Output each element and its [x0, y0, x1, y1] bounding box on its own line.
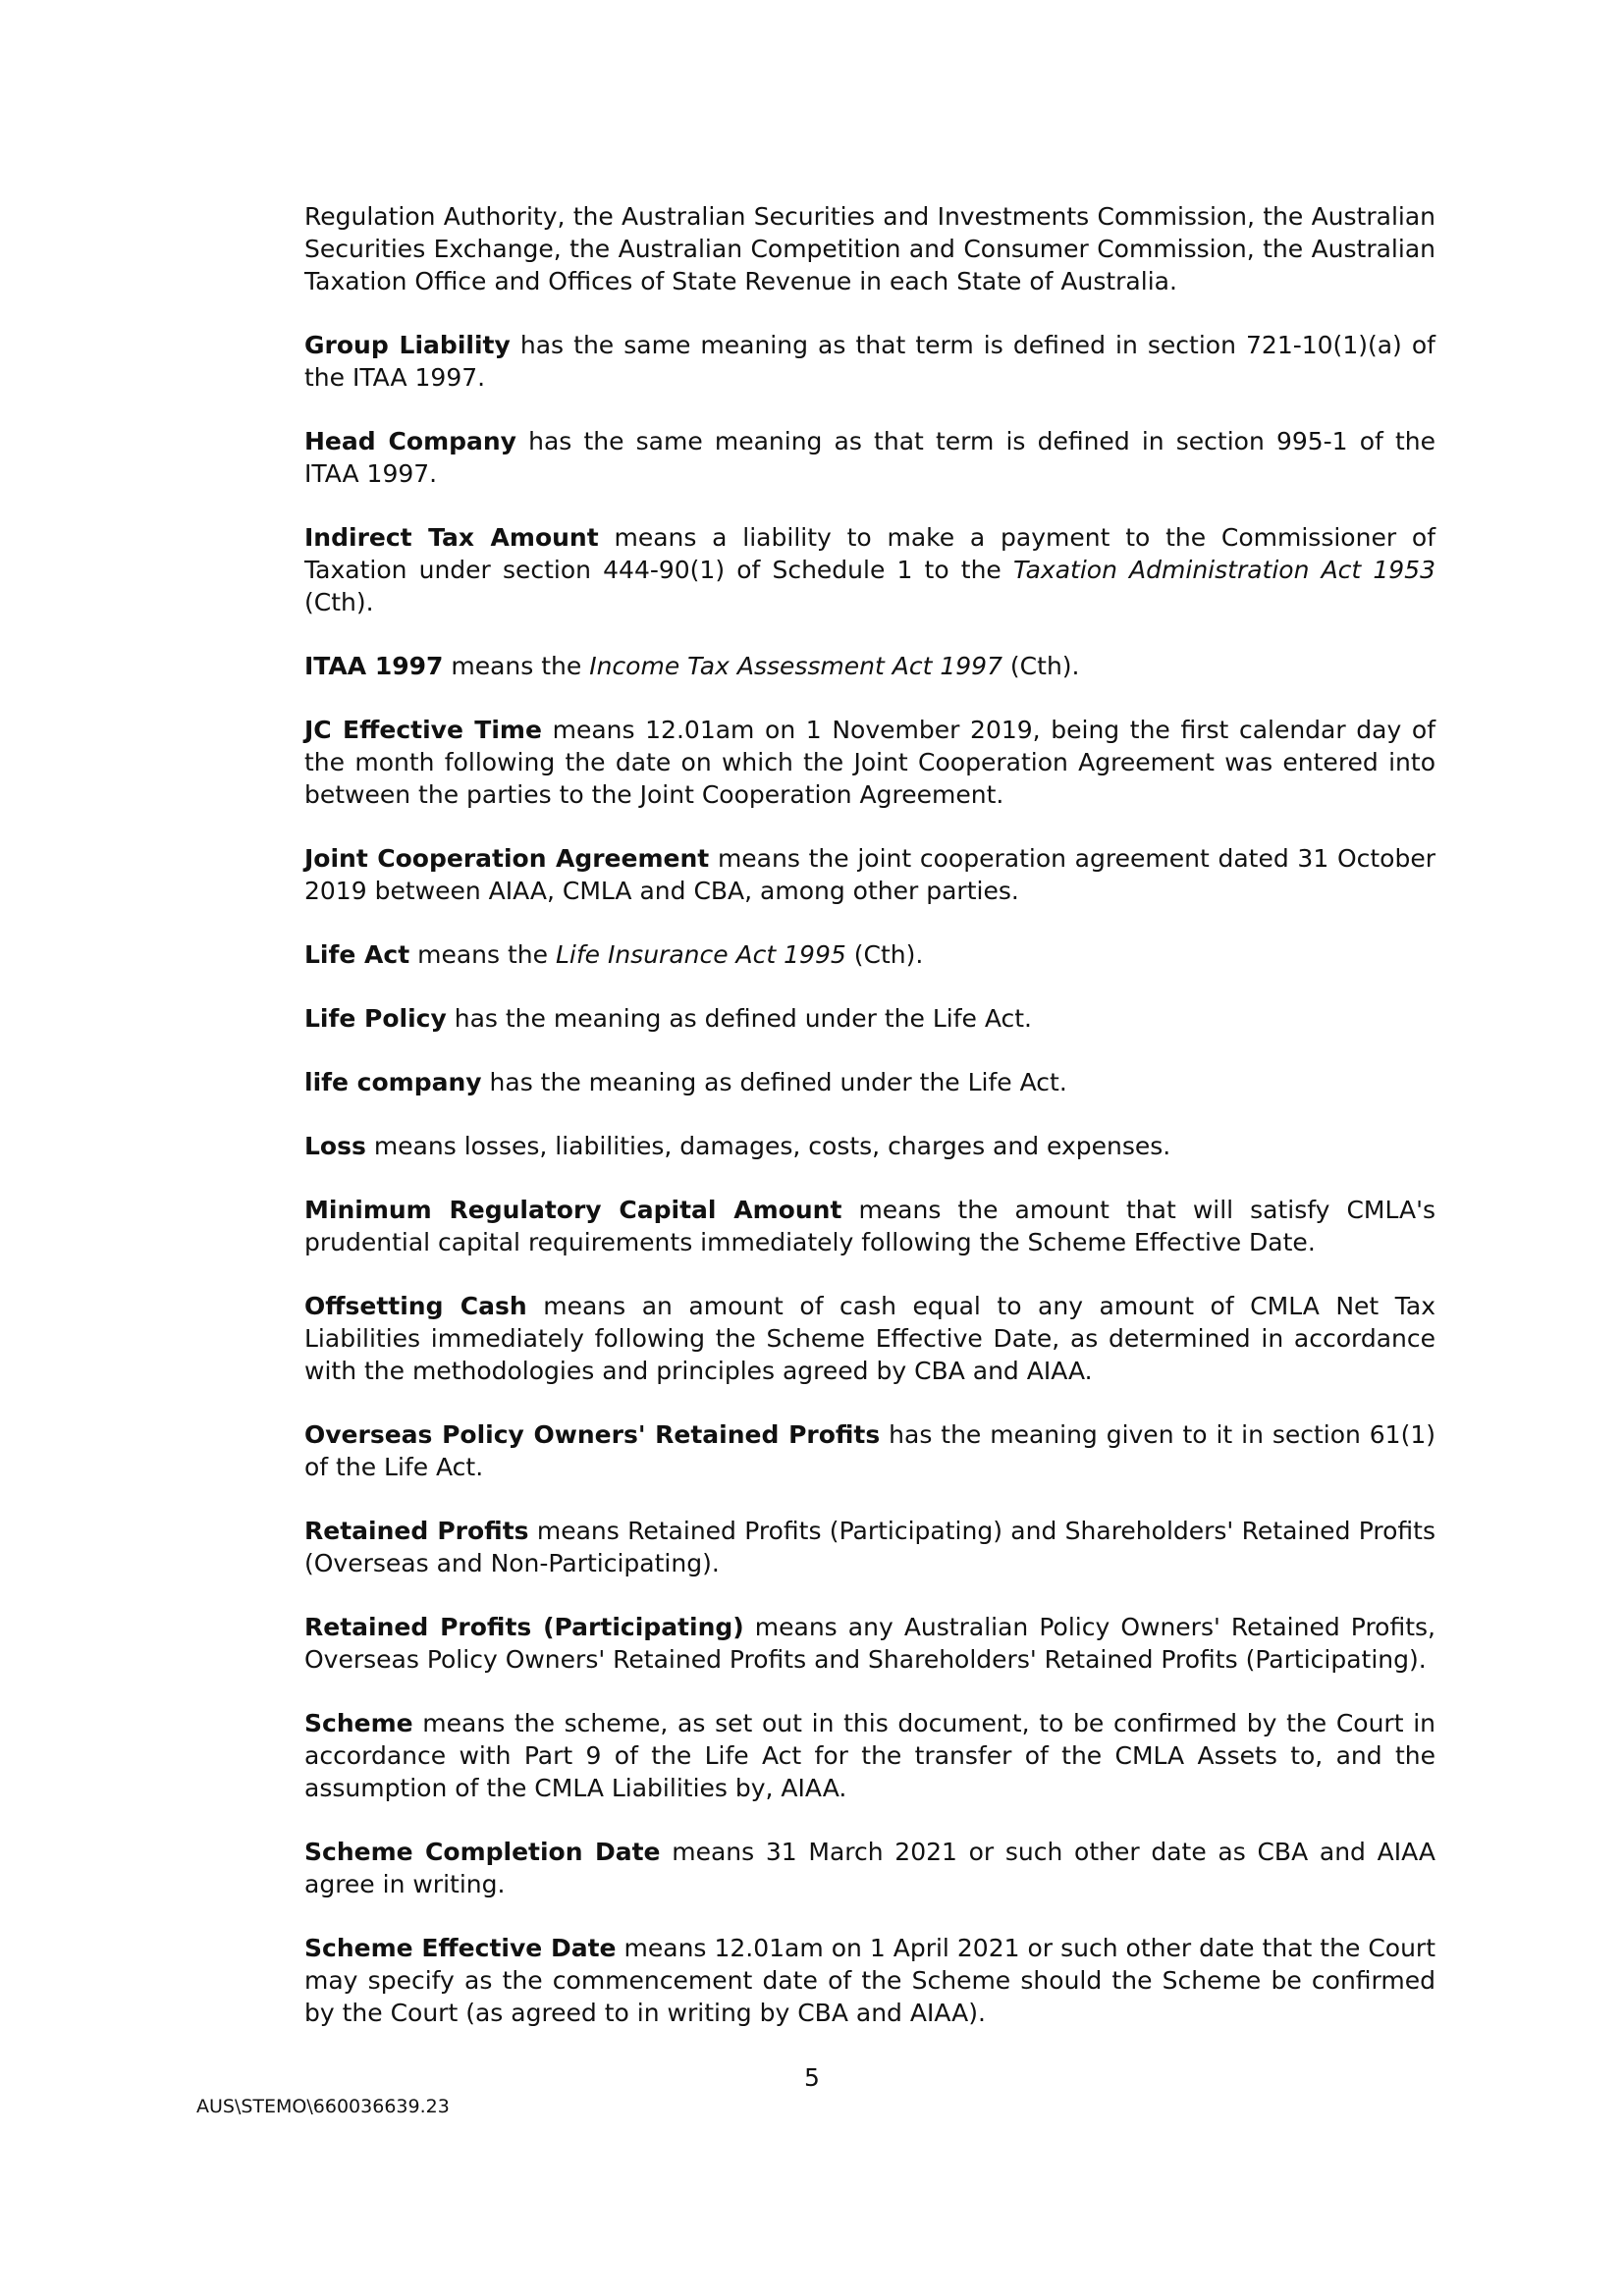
- definition-paragraph: [304, 1194, 1435, 1258]
- definition-text: has the meaning given to it in section 61(1) of the Life Act.: [304, 1420, 1436, 1481]
- definition-paragraph: [304, 938, 1435, 971]
- defined-term: life company: [304, 1068, 482, 1096]
- definition-paragraph: [304, 1290, 1435, 1387]
- defined-term: Joint Cooperation Agreement: [304, 844, 710, 873]
- defined-term: Scheme Completion Date: [304, 1838, 661, 1866]
- definition-text: means Retained Profits (Participating) and Shareholders' Retained Profits (Overseas and Non-Participating).: [304, 1517, 1436, 1577]
- definition-text: means 12.01am on 1 November 2019, being the first calendar day of the month following the date on which the Joint Cooperation Agreement was entered into between the parties to the Joint Cooperation Agreement.: [304, 716, 1436, 809]
- definition-paragraph: [304, 1002, 1435, 1035]
- definition-text: (Cth).: [304, 588, 374, 616]
- definition-paragraph: [304, 714, 1435, 811]
- definition-text: has the same meaning as that term is defined in section 721-10(1)(a) of the ITAA 1997.: [304, 331, 1435, 392]
- act-title: Life Insurance Act 1995: [555, 940, 846, 969]
- definition-text: means the amount that will satisfy CMLA's prudential capital requirements immediately following the Scheme Effective Date.: [304, 1196, 1435, 1256]
- definitions-list: [304, 200, 1435, 2060]
- definition-text: has the same meaning as that term is defined in section 995-1 of the ITAA 1997.: [304, 427, 1435, 488]
- definition-paragraph: [304, 1130, 1435, 1162]
- definition-paragraph: [304, 200, 1435, 297]
- definition-paragraph: [304, 1066, 1435, 1098]
- page-number: 5: [804, 2063, 820, 2092]
- definition-paragraph: [304, 329, 1435, 394]
- defined-term: Group Liability: [304, 331, 511, 359]
- defined-term: Retained Profits (Participating): [304, 1613, 744, 1641]
- defined-term: Scheme: [304, 1709, 413, 1737]
- definition-text: means a liability to make a payment to the Commissioner of Taxation under section 444-90(1) of Schedule 1 to the: [304, 523, 1435, 584]
- definition-text: means 12.01am on 1 April 2021 or such other date that the Court may specify as the commencement date of the Scheme should the Scheme be confirmed by the Court (as agreed to in writing by CBA and AIAA).: [304, 1934, 1435, 2027]
- definition-paragraph: [304, 1836, 1435, 1900]
- document-reference: AUS\STEMO\660036639.23: [196, 2096, 450, 2117]
- defined-term: Indirect Tax Amount: [304, 523, 599, 552]
- defined-term: ITAA 1997: [304, 652, 444, 680]
- defined-term: Scheme Effective Date: [304, 1934, 617, 1962]
- definition-paragraph: [304, 1707, 1435, 1804]
- definition-text: means any Australian Policy Owners' Retained Profits, Overseas Policy Owners' Retained Profits and Shareholders' Retained Profits (Participating).: [304, 1613, 1435, 1674]
- definition-paragraph: [304, 425, 1435, 490]
- definition-text: Regulation Authority, the Australian Securities and Investments Commission, the Australian Securities Exchange, the Australian Competition and Consumer Commission, the Australian Taxation Office and Offices of State Revenue in each State of Australia.: [304, 202, 1435, 295]
- definition-paragraph: [304, 1932, 1435, 2029]
- defined-term: Life Policy: [304, 1004, 447, 1033]
- definition-text: means the scheme, as set out in this document, to be confirmed by the Court in accordance with Part 9 of the Life Act for the transfer of the CMLA Assets to, and the assumption of the CMLA Liabilities by, AIAA.: [304, 1709, 1435, 1802]
- defined-term: Retained Profits: [304, 1517, 529, 1545]
- definition-text: (Cth).: [845, 940, 924, 969]
- definition-text: means an amount of cash equal to any amount of CMLA Net Tax Liabilities immediately following the Scheme Effective Date, as determined in accordance with the methodologies and principles agreed by CBA and AIAA.: [304, 1292, 1436, 1385]
- definition-paragraph: [304, 1418, 1435, 1483]
- definition-text: (Cth).: [1001, 652, 1080, 680]
- definition-paragraph: [304, 650, 1435, 682]
- defined-term: Offsetting Cash: [304, 1292, 527, 1320]
- definition-text: means the joint cooperation agreement dated 31 October 2019 between AIAA, CMLA and CBA, among other parties.: [304, 844, 1436, 905]
- defined-term: JC Effective Time: [304, 716, 542, 744]
- definition-text: has the meaning as defined under the Life Act.: [481, 1068, 1067, 1096]
- definition-paragraph: [304, 521, 1435, 618]
- definition-text: means losses, liabilities, damages, costs, charges and expenses.: [365, 1132, 1171, 1160]
- definition-text: means the: [443, 652, 590, 680]
- act-title: Taxation Administration Act 1953: [1012, 556, 1435, 584]
- defined-term: Overseas Policy Owners' Retained Profits: [304, 1420, 881, 1449]
- defined-term: Life Act: [304, 940, 410, 969]
- defined-term: Head Company: [304, 427, 516, 455]
- defined-term: Loss: [304, 1132, 366, 1160]
- definition-text: means 31 March 2021 or such other date as CBA and AIAA agree in writing.: [304, 1838, 1435, 1898]
- act-title: Income Tax Assessment Act 1997: [589, 652, 1002, 680]
- definition-text: has the meaning as defined under the Life Act.: [446, 1004, 1032, 1033]
- definition-paragraph: [304, 842, 1435, 907]
- definition-text: means the: [409, 940, 556, 969]
- definition-paragraph: [304, 1515, 1435, 1579]
- definition-paragraph: [304, 1611, 1435, 1676]
- defined-term: Minimum Regulatory Capital Amount: [304, 1196, 842, 1224]
